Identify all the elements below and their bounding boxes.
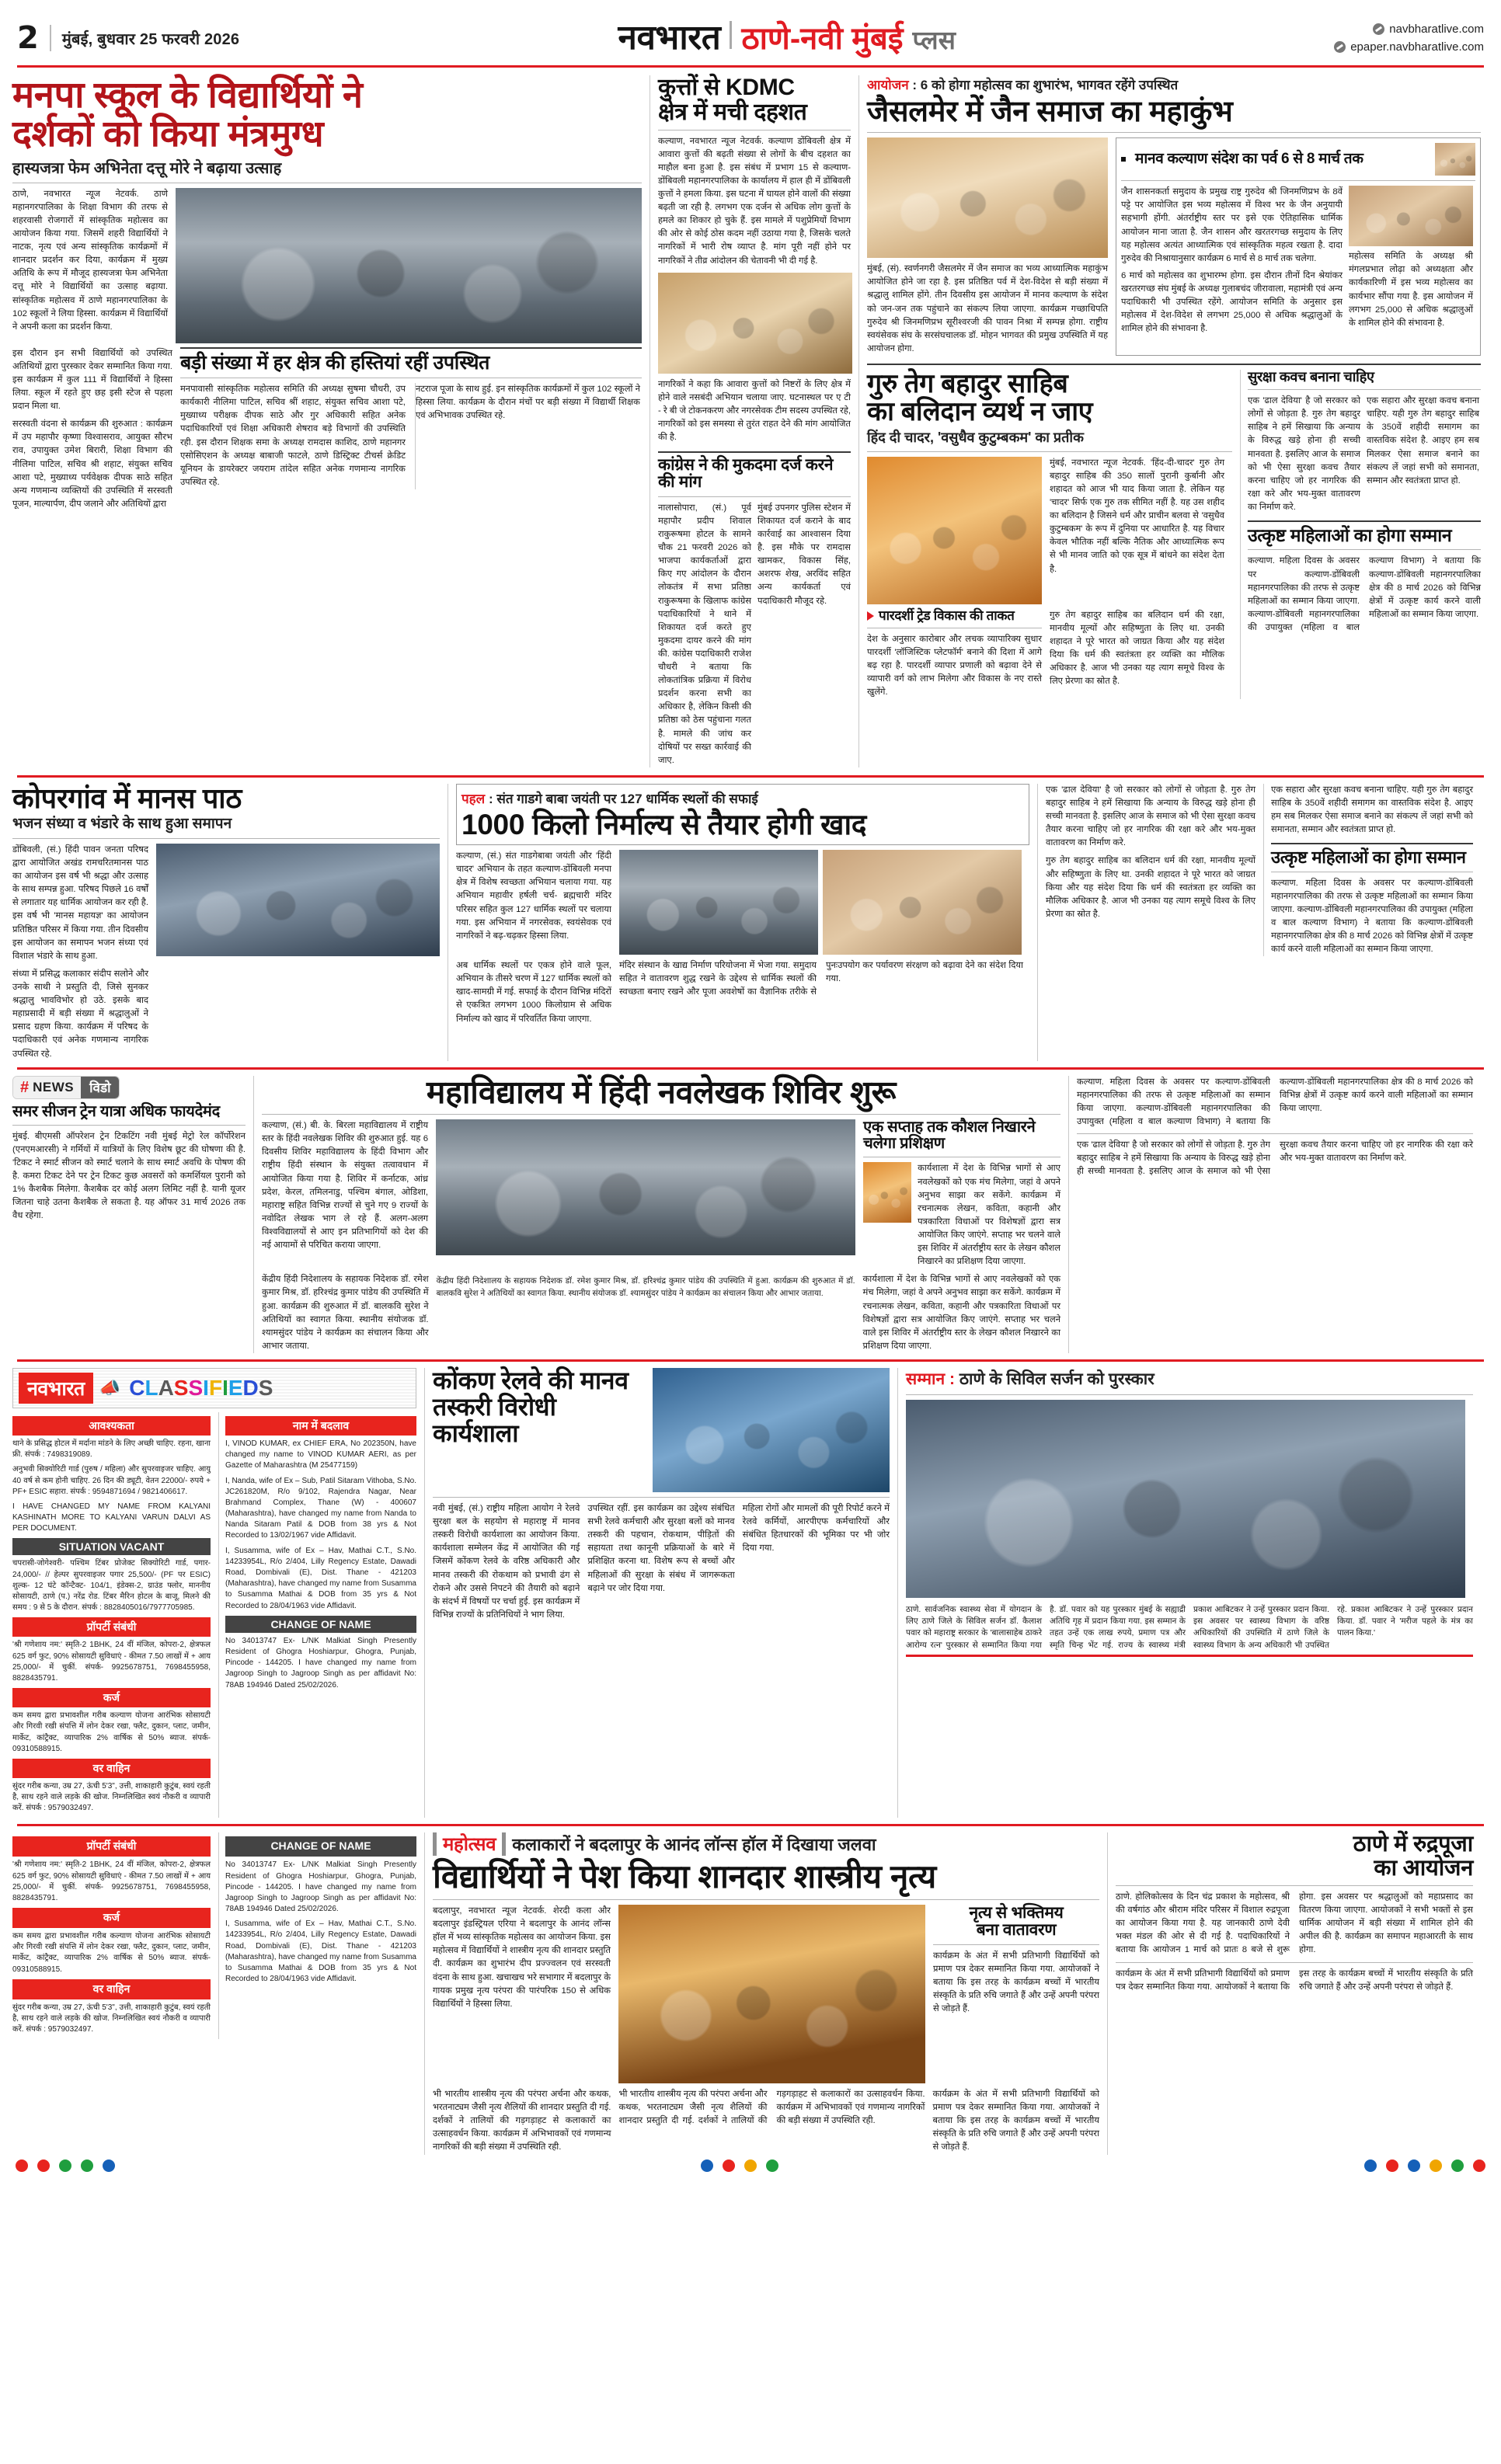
guru-sub3-body xyxy=(1248,395,1481,514)
megaphone-icon: 📣 xyxy=(99,1377,121,1397)
guru-tail-paragraph-2: गुरु तेग बहादुर साहिब का बलिदान धर्म की रक्षा, मानवीय मूल्यों और सहिष्णुता के लिए था. उनकी शहादत ने पूरे भारत को जाग्रत किया और यह संदेश दिया कि धर्म की स्वतंत्रता हर व्यक्ति का मौलिक अधिकार है. आज भी उनका यह त्याग समूचे विश्व के लिए प्रेरणा का स्रोत है. xyxy=(1046,856,1255,919)
classifieds-heading-change-of-name-2: CHANGE OF NAME xyxy=(225,1836,416,1857)
logo-navbharat: नवभारत xyxy=(618,19,721,57)
date-line: मुंबई, बुधवार 25 फरवरी 2026 xyxy=(61,30,240,48)
lead-subhead: हास्यजत्रा फेम अभिनेता दत्तू मोरे ने बढ़ाया उत्साह xyxy=(12,159,282,177)
classified-ad: No 34013747 Ex- L/NK Malkiat Singh Presently Resident of Ghogra Hoshiarpur, Ghogra, Punjab, Pincode - 144205. I have changed my name from Jagroop Singh to Jagroop Singh as per affidavit No: 78AB 194946 Dated 25/02/2026. xyxy=(225,1636,416,1690)
koparganv-subhead: भजन संध्या व भंडारे के साथ हुआ समापन xyxy=(12,816,232,833)
mahotsav-headline: विद्यार्थियों ने पेश किया शानदार शास्त्रीय नृत्य xyxy=(433,1858,936,1895)
nirmalya-body-zone-2 xyxy=(456,959,1029,1026)
guru-subhead: हिंद दी चादर, 'वसुधैव कुटुम्बकम' का प्रतीक xyxy=(867,430,1084,446)
news-badge-left xyxy=(13,1077,81,1098)
lead-photo-wrap xyxy=(176,188,642,343)
jain-headline: जैसलमेर में जैन समाज का महाकुंभ xyxy=(867,96,1233,128)
rudra-paragraph-2: कार्यक्रम के अंत में सभी प्रतिभागी विद्यार्थियों को प्रमाण पत्र देकर सम्मानित किया गया. आयोजकों ने बताया कि इस तरह के कार्यक्रम बच्चों में भारतीय संस्कृति के प्रति रुचि जगाते हैं और उन्हें अपनी परंपरा से जोड़ते हैं. xyxy=(1116,1968,1473,1992)
koparganv-headline: कोपरगांव में मानस पाठ xyxy=(12,781,242,814)
dogs-paragraph-1: कल्याण, नवभारत न्यूज नेटवर्क. कल्याण डोंबिवली क्षेत्र में आवारा कुत्तों की बढ़ती संख्या से लोगों के बीच दहशत का माहौल बना हुआ है. इस संबंध में प्रभाग 15 से कल्याण-डोंबिवली महानगरपालिका के कार्यालय में हाल ही में डोंबिवली कुत्तों ने हमला किया. इस घटना में घायल होने वालों की संख्या बढ़ती जा रही है. लगभग एक दर्जन से अधिक लोग कुत्तों के हमले का शिकार हो चुके हैं. इस मामले में पशुप्रेमियों विभाग की ओर से कोई ठोस कदम नहीं उठाया गया है, जिसके चलते नागरिकों में भारी रोष व्याप्त है. मांग पूरी नहीं होने पर नागरिकों ने तीव्र आंदोलन की चेतावनी भी दी गई है. xyxy=(658,136,851,266)
color-dot xyxy=(723,2159,735,2172)
mahotsav-photo-wrap xyxy=(618,1905,925,2083)
color-dot xyxy=(1430,2159,1442,2172)
college-paragraph-3b: कार्यशाला में देश के विभिन्न भागों से आए नवलेखकों को एक मंच मिलेगा, जहां वे अपने अनुभव साझा कर सकेंगे. कार्यक्रम में रचनात्मक लेखन, कविता, कहानी और पत्रकारिता विधाओं पर विशेषज्ञों द्वारा सत्र आयोजित किए जाएंगे. सप्ताह भर चलने वाले इस शिविर में अंतर्राष्ट्रीय स्तर के लेखन कौशल निखारने का प्रशिक्षण दिया जाएगा. xyxy=(862,1275,1061,1351)
classifieds-columns xyxy=(12,1412,416,1818)
classified-ad: अनुभवी सिक्योरिटी गार्ड (पुरुष / महिला) और सुपरवाइजर चाहिए. आयु 40 वर्ष से कम होनी चाहिए. 26 दिन की ड्यूटी, वेतन 22000/- रुपये + PF+ ESIC सहारा. संपर्क : 9594871694 / 9821406617. xyxy=(12,1465,211,1496)
guru-tail-paragraph-3: एक सहारा और सुरक्षा कवच बनाना चाहिए. यही गुरु तेग बहादुर साहिब के 350वें शहीदी समागम का वास्तविक संदेश है. आइए हम सब मिलकर ऐसा समाज बनाने का संकल्प लें जहां सभी को समानता, सम्मान और स्वतंत्रता प्राप्त हो. xyxy=(1271,785,1473,835)
jain-sidebar-paragraph-2: 6 मार्च को महोत्सव का शुभारम्भ होगा. इस दौरान तीनों दिन श्रेयांकर खरतरगच्छ संघ मुंबई के अध्यक्ष गुलाबचंद जीरावाला, महामंत्री एवं अन्य पदाधिकारी भी उपस्थित रहेंगे. आयोजन समिति के अनुसार इस महोत्सव में देश-विदेश से लगभग 25,000 से अधिक श्रद्धालुओं के शामिल होने की संभावना है. xyxy=(1121,270,1343,334)
zone-separator-1 xyxy=(17,775,1484,778)
dogs-photo xyxy=(658,273,852,374)
guru-sub3-paragraph-2: एक सहारा और सुरक्षा कवच बनाना चाहिए. यही गुरु तेग बहादुर साहिब के 350वें शहीदी समागम का वास्तविक संदेश है. आइए हम सब मिलकर ऐसा समाज बनाने का संकल्प लें जहां सभी को समानता, सम्मान और स्वतंत्रता प्राप्त हो. xyxy=(1367,396,1479,485)
konkan-paragraph-2: उपस्थित रहीं. इस कार्यक्रम का उद्देश्य संबंधित सभी रेलवे कर्मचारी और सुरक्षा बलों को मानव तस्करी की पहचान, रोकथाम, पीड़ितों की सहायता तथा कानूनी प्रक्रियाओं के बारे में प्रशिक्षित करना था. विशेष रूप से बच्चों और महिलाओं की सुरक्षा के संबंध में जागरूकता बढ़ाने पर जोर दिया गया. xyxy=(587,1503,735,1593)
lead-sub-paragraph-1: मनपावासी सांस्कृतिक महोत्सव समिति की अध्यक्ष सुषमा चौधरी, उप कार्यकारी नीलिमा पाटिल, सचिव श्रीं शहाट, संयुक्त सचिव आशा पटे, मुख्याध्य परीक्षक दीपक साठे और गुर अधिकारी सहित अनेक पदाधिकारियों एवं शिक्षा अधिकारी शेषराव बड़े विभागों की उपस्थिति रही. इस दौरान शिक्षक समा के अध्यक्ष रामदास काशिद, ठाणे महानगर एसोसिएशन के अध्यक्ष बाबाजी फाटले, ठाणे डिस्ट्रिक्ट टीचर्स क्रेडिट यूनियन के डायरेक्टर जयराम तांदेल सहित अनेक गणमान्य नागरिक उपस्थित रहे. xyxy=(179,385,406,487)
classified-ad: I, VINOD KUMAR, ex CHIEF ERA, No 202350N, have changed my name to VINOD KUMAR AERI, as per Gazette of Maharashtra (M 25477159) xyxy=(225,1439,416,1470)
guru-body2 xyxy=(1050,609,1224,700)
nirmalya-photo-1 xyxy=(619,850,818,955)
classified-ad: कम समय द्वारा प्रभावशील गरीब कल्याण योजना आरंभिक सोसायटी और गिरवी रखी संपत्ति में लोन देकर रखा, फ्लैट, दुकान, प्लाट, जमीन, मार्केट, कांट्रैक्ट, व्यापारिक 2% वार्षिक से 50% ब्याज. संपर्क- 09310588915. xyxy=(12,1711,211,1753)
nirmalya-paragraph-3: मंदिर संस्थान के खाद्य निर्माण परियोजना में भेजा गया. समुदाय सहित ने वातावरण शुद्ध रखने के उद्देश्य से धार्मिक स्थलों की स्वच्छता बनाए रखने और पूजा अवशेषों का वैज्ञानिक तरीके से पुनःउपयोग कर पर्यावरण संरक्षण को बढ़ावा देने का संदेश दिया गया. xyxy=(619,961,1023,997)
color-dot xyxy=(766,2159,778,2172)
color-dot xyxy=(1473,2159,1485,2172)
lead-body-zone-2 xyxy=(12,347,642,511)
color-dot xyxy=(744,2159,757,2172)
guru-text xyxy=(1050,457,1224,604)
nirmalya-paragraph-2: अब धार्मिक स्थलों पर एकत्र होने वाले फूल, अभियान के तीसरे चरण में 127 धार्मिक स्थलों को खाद-सामग्री में गई. सफाई के दौरान विभिन्न मंदिरों से एकत्रित लगभग 1000 किलोग्राम से अधिक निर्माल्य को खाद में परिवर्तित किया जाएगा. xyxy=(456,961,611,1024)
tag-bar-right xyxy=(502,1832,506,1856)
logo-separator xyxy=(730,21,732,49)
registration-color-bar xyxy=(12,2155,1489,2172)
honour-kicker xyxy=(906,1368,1473,1390)
lead-text-col1 xyxy=(12,188,168,343)
guru-sub2-zone xyxy=(867,609,1232,700)
jain-sidebar-text xyxy=(1121,186,1343,336)
globe-icon xyxy=(1334,41,1346,53)
zone-separator-3 xyxy=(17,1359,1484,1362)
congress-headline: कांग्रेस ने की मुकदमा दर्ज करने की मांग xyxy=(658,456,834,492)
college-photo xyxy=(436,1119,855,1255)
masthead-websites xyxy=(1334,20,1484,57)
lead-story xyxy=(12,75,650,767)
color-dot xyxy=(103,2159,115,2172)
guru-sub2 xyxy=(867,609,1042,700)
second-zone xyxy=(12,781,1489,1061)
guru-right-col xyxy=(1240,370,1481,699)
lead-text-col1b xyxy=(12,347,172,511)
classifieds-heading-matrimonial-2: वर वाहिन xyxy=(12,1979,211,1999)
guru-sub4-headline: उत्कृष्ट महिलाओं का होगा सम्मान xyxy=(1248,525,1452,546)
jain-portrait-2 xyxy=(1349,186,1473,246)
rudra-story xyxy=(1108,1832,1473,2154)
third-zone xyxy=(12,1076,1489,1353)
nirmalya-photo-2 xyxy=(823,850,1022,955)
classifieds-col-2 xyxy=(218,1412,416,1818)
guru-tail-left xyxy=(1046,784,1255,956)
logo-edition: ठाणे-नवी मुंबई xyxy=(741,22,904,56)
zone-separator-4 xyxy=(17,1824,1484,1826)
college-photo-caption: केंद्रीय हिंदी निदेशालय के सहायक निदेशक डॉ. रमेश कुमार मिश्र, डॉ. हरिश्चंद्र कुमार पांडेय की उपस्थिति में हुआ. कार्यक्रम की शुरुआत में डॉ. बालकवि सुरेश ने अतिथियों का स्वागत किया. स्थानीय संयोजक डॉ. श्यामसुंदर पांडेय ने कार्यक्रम का संचालन किया और आभार जताया. xyxy=(436,1276,855,1298)
mahotsav-story xyxy=(424,1832,1108,2154)
college-paragraph-3: कार्यशाला में देश के विभिन्न भागों से आए नवलेखकों को एक मंच मिलेगा, जहां वे अपने अनुभव साझा कर सकेंगे. कार्यक्रम में रचनात्मक लेखन, कविता, कहानी और पत्रकारिता विधाओं पर विशेषज्ञों द्वारा सत्र आयोजित किए जाएंगे. सप्ताह भर चलने वाले इस शिविर में अंतर्राष्ट्रीय स्तर के लेखन कौशल निखारने का प्रशिक्षण दिया जाएगा. xyxy=(918,1164,1060,1267)
jain-sidebar-portrait-1 xyxy=(1435,143,1475,176)
jain-sidebar-paragraph-1: जैन शासनकर्ता समुदाय के प्रमुख राष्ट्र गुरुदेव श्री जिनमणिप्रभ के 8वें पट्टे पर आयोजित इस भव्य महोत्सव में विश्व भर के जैन अनुयायी सहभागी होंगी. अंतर्राष्ट्रीय स्तर पर इसे एक ऐतिहासिक धार्मिक आयोजन माना जाता है. जैन शासन और खरतरगच्छ समुदाय के लिए यह महोत्सव अत्यंत आध्यात्मिक एवं सांस्कृतिक महत्व रखता है. दादा गुरुदेव की निश्रायानुसार कार्यक्रम 6 मार्च से 8 मार्च तक चलेगा. xyxy=(1121,187,1343,263)
konkan-head-zone xyxy=(433,1368,890,1492)
college-headline: महाविद्यालय में हिंदी नवलेखक शिविर शुरू xyxy=(426,1074,897,1110)
nirmalya-paragraph-1: कल्याण, (सं.) संत गाडगेबाबा जयंती और 'हिंदी चादर' अभियान के तहत कल्याण-डोंबिवली मनपा क्षेत्र में विशेष स्वच्छता अभियान चलाया गया. यह अभियान महावीर हर्षली चर्च- ब्रह्मचारी मंदिर परिसर सहित कुल 127 धार्मिक स्थलों पर चलाया गया. इस अभियान में नगरसेवक, स्वयंसेवक एवं नागरिकों ने बढ़-चढ़कर हिस्सा लिया. xyxy=(456,851,611,941)
page-number: 2 xyxy=(17,20,39,56)
classifieds-heading-situation-vacant: SITUATION VACANT xyxy=(12,1538,211,1555)
classifieds-tail-columns xyxy=(12,1832,416,2039)
classifieds-tail-col-2 xyxy=(218,1832,416,2039)
guru-tail-row xyxy=(1046,784,1473,956)
mahotsav-paragraph-3: कार्यक्रम के अंत में सभी प्रतिभागी विद्यार्थियों को प्रमाण पत्र देकर सम्मानित किया गया. आयोजकों ने बताया कि इस तरह के कार्यक्रम बच्चों में भारतीय संस्कृति के प्रति रुचि जगाते हैं और उन्हें अपनी परंपरा से जोड़ते हैं. xyxy=(932,1951,1099,2013)
honour-underline xyxy=(906,1655,1473,1657)
guru-headline-line1: गुरु तेग बहादुर साहिब xyxy=(867,369,1068,399)
top-zone xyxy=(12,75,1489,767)
website-main[interactable]: navbharatlive.com xyxy=(1389,22,1484,36)
color-dot xyxy=(1364,2159,1377,2172)
honour-story xyxy=(898,1368,1473,1818)
konkan-paragraph-1: नवी मुंबई, (सं.) राष्ट्रीय महिला आयोग ने रेलवे सुरक्षा बल के सहयोग से महाराष्ट्र में मानव तस्करी विरोधी कार्यशाला का आयोजन किया. कार्यशाला सम्मेलन केंद्र में आयोजित की गई जिसमें कोंकण रेलवे के वरिष्ठ अधिकारी और मानव तस्करी की रोकथाम को प्रभावी ढंग से रोकने और उससे निपटने की तैयारी को बढ़ाने के संदर्भ में विषयों पर चर्चा हुई. इस कार्यक्रम में विभिन्न राज्यों के प्रतिनिधियों ने भाग लिया. xyxy=(433,1503,580,1620)
guru-story xyxy=(867,370,1481,699)
color-dot xyxy=(1408,2159,1420,2172)
guru-tail-sub-headline: उत्कृष्ट महिलाओं का होगा सम्मान xyxy=(1271,847,1466,868)
third-right-paragraph-1: कल्याण. महिला दिवस के अवसर पर कल्याण-डोंबिवली महानगरपालिका की तरफ से उत्कृष्ट महिलाओं का सम्मान किया जाएगा. कल्याण-डोंबिवली महानगरपालिका की उपायुक्त (महिला व बाल कल्याण विभाग) ने बताया कि कल्याण-डोंबिवली महानगरपालिका क्षेत्र की 8 मार्च 2026 को विभिन्न क्षेत्रों में उत्कृष्ट कार्य करने वाली महिलाओं का सम्मान किया जाएगा. xyxy=(1077,1077,1473,1126)
congress-paragraph-1: नालासोपारा, (सं.) पूर्व महापौर प्रदीप शिवाल राकुरूषमा होटल के सामने चौक 21 फरवरी 2026 को भाजपा कार्यकर्ताओं द्वारा किए गए आंदोलन के दौरान लोकतंत्र में सभा प्रतिष्ठा राकुरूषमा के खिलाफ कांग्रेस पदाधिकारियों ने थाने में शिकायत दर्ज करते हुए मुकदमा दायर करने की मांग की. कांग्रेस पदाधिकारी राजेश चौधरी ने बताया कि लोकतांत्रिक प्रक्रिया में विरोध प्रदर्शन करना सभी का अधिकार है, लेकिन किसी की प्रतिष्ठा को ठेस पहुंचाना गलत है. मामले की जांच कर दोषियों पर सख्त कार्रवाई की जाए. xyxy=(658,503,751,765)
classifieds-section xyxy=(12,1368,424,1818)
classifieds-heading-matrimonial: वर वाहिन xyxy=(12,1759,211,1778)
guru-tail-column xyxy=(1038,784,1473,1061)
hash-icon: # xyxy=(20,1078,30,1096)
mahotsav-tag: महोत्सव xyxy=(443,1833,496,1855)
guru-body-zone xyxy=(867,457,1232,604)
jain-kicker-tag: आयोजन xyxy=(867,78,909,92)
fourth-zone xyxy=(12,1368,1489,1818)
koparganv-story xyxy=(12,781,448,1061)
masthead-divider xyxy=(50,25,51,51)
college-side-photo xyxy=(863,1162,911,1223)
honour-kicker-rest: ठाणे के सिविल सर्जन को पुरस्कार xyxy=(959,1369,1154,1388)
color-dot xyxy=(59,2159,71,2172)
congress-paragraph-2: मुंबई उपनगर पुलिस स्टेशन में शिकायत दर्ज कराने के बाद कार्रवाई का आश्वासन दिया है. इस मौके पर रामदास खामकर, विकास सिंह, अशरफ शेख, अरविंद सहित अन्य कार्यकर्ता एवं पदाधिकारी मौजूद रहे. xyxy=(757,503,851,606)
dogs-headline-line1: कुत्तों से KDMC xyxy=(658,75,795,100)
color-dot xyxy=(37,2159,50,2172)
logo-plus: प्लस xyxy=(912,26,956,54)
mahotsav-kicker-row xyxy=(433,1832,876,1856)
college-body-zone-2 xyxy=(262,1273,1060,1353)
congress-body xyxy=(658,502,851,767)
jain-story xyxy=(859,75,1481,767)
guru-headline-line2: का बलिदान व्यर्थ न जाए xyxy=(867,397,1093,427)
color-dot xyxy=(701,2159,713,2172)
metro-headline: समर सीजन ट्रेन यात्रा अधिक फायदेमंद xyxy=(12,1102,220,1120)
bullet-icon xyxy=(1121,157,1126,162)
jain-sidebar-body xyxy=(1121,186,1475,336)
college-story xyxy=(253,1076,1069,1353)
koparganv-paragraph-2: संध्या में प्रसिद्ध कलाकार संदीप सलोने और उनके साथी ने प्रस्तुति दी, जिसे सुनकर श्रद्धालु भावविभोर हो उठे. इसके बाद महाप्रसादी में बड़ी संख्या में श्रद्धालुओं ने प्रसाद ग्रहण किया. कार्यक्रम में परिषद के पदाधिकारी एवं अनेक गणमान्य नागरिक उपस्थित रहे. xyxy=(12,969,148,1059)
mahotsav-side xyxy=(933,1905,1099,2083)
nirmalya-story xyxy=(448,784,1038,1061)
mahotsav-paragraph-1: बदलापुर, नवभारत न्यूज नेटवर्क. शेरदी कला और बदलापुर इंडस्ट्रियल एरिया ने बदलापुर के आनंद लॉन्स हॉल में भव्य सांस्कृतिक महोत्सव का आयोजन किया. इस महोत्सव में विद्यार्थियों ने शास्त्रीय नृत्य की शानदार प्रस्तुति दी. कार्यक्रम का शुभारंभ दीप प्रज्ज्वलन एवं सरस्वती वंदना के साथ हुआ. खचाखच भरे सभागार में बदलापुर के गायक प्रमुख नृत्य परंपरा की पारंपरिक 150 से अधिक विद्यार्थियों ने हिस्सा लिया. xyxy=(433,1906,611,2009)
college-photo-wrap xyxy=(436,1119,855,1269)
masthead-logo xyxy=(618,21,956,55)
honour-caption: ठाणे. सार्वजनिक स्वास्थ्य सेवा में योगदान के लिए ठाणे जिले के सिविल सर्जन डॉ. कैलाश पवार को महाराष्ट्र सरकार के 'बालासाहेब ठाकरे आरोग्य रत्न' पुरस्कार से सम्मानित किया गया है. डॉ. पवार को यह पुरस्कार मुंबई के सह्याद्री अतिथि गृह में प्रदान किया गया. इस सम्मान के तहत उन्हें एक लाख रुपये, प्रमाण पत्र और स्मृति चिन्ह भेंट गई. राज्य के स्वास्थ्य मंत्री प्रकाश आबिटकर ने उन्हें पुरस्कार प्रदान किया. इस अवसर पर स्वास्थ्य विभाग के वरिष्ठ अधिकारियों की उपस्थिति में ठाणे जिले के स्वास्थ्य विभाग के अन्य अधिकारी भी उपस्थित रहे. प्रकाश आबिटकर ने उन्हें पुरस्कार प्रदान किया. डॉ. पवार ने 'मरीज पहले के मंत्र का पालन किया.' xyxy=(906,1604,1473,1650)
mahotsav-paragraph-2: भी भारतीय शास्त्रीय नृत्य की परंपरा अर्चना और कथक, भरतनाट्यम जैसी नृत्य शैलियों की शानदार प्रस्तुति दी गई. दर्शकों ने तालियों की गड़गड़ाहट से कलाकारों का उत्साहवर्धन किया. कार्यक्रम में अभिभावकों एवं गणमान्य नागरिकों की बड़ी संख्या में उपस्थिति रही. xyxy=(618,2090,925,2126)
classified-ad: कम समय द्वारा प्रभावशील गरीब कल्याण योजना आरंभिक सोसायटी और गिरवी रखी संपत्ति में लोन देकर रखा, फ्लैट, दुकान, प्लाट, जमीन, मार्केट, कांट्रैक्ट, व्यापारिक 2% वार्षिक से 50% ब्याज. संपर्क- 09310588915. xyxy=(12,1931,211,1974)
rudra-paragraph: ठाणे. होलिकोत्सव के दिन चंद्र प्रकाश के महोत्सव, श्री की वर्षगांठ और श्रीराम मंदिर परिसर में विशाल रुद्रपूजा का आयोजन किया गया है. यह जानकारी ठाणे देवी भक्त मंडल की ओर से दी गई है. पदाधिकारियों ने बताया कि आयोजन 1 मार्च को प्रातः 8 बजे से शुरू होगा. इस अवसर पर श्रद्धालुओं को महाप्रसाद का वितरण किया जाएगा. आयोजकों ने सभी भक्तों से इस धार्मिक आयोजन में बड़ी संख्या में शामिल होने की अपील की है. कार्यक्रम का समापन महाआरती के साथ होगा. xyxy=(1116,1892,1473,1955)
classified-ad: 'श्री गणेशाय नम:' स्मृति-2 1BHK, 24 वीं मंजिल, कोपरा-2, क्षेत्रफल 625 वर्ग फुट, 90% सोसायटी सुविधाएं - कीमत 7.50 लाखों में + आय 25,000/- में चुकीं. संपर्क- 9925678751, 7698455958, 8828435791. xyxy=(12,1860,211,1902)
classified-ad: 'श्री गणेशाय नम:' स्मृति-2 1BHK, 24 वीं मंजिल, कोपरा-2, क्षेत्रफल 625 वर्ग फुट, 90% सोसायटी सुविधाएं - कीमत 7.50 लाखों में + आय 25,000/- में चुकीं. संपर्क- 9925678751, 7698455958, 8828435791. xyxy=(12,1641,211,1683)
classifieds-col-1 xyxy=(12,1412,211,1818)
classified-ad: I, Susamma, wife of Ex – Hav, Mathai C.T., S.No. 14233954L, R/o 2/404, Lilly Regency Estate, Dawadi Road, Dombivali (E), Dist. Thane - 421203 (Maharashtra), have changed my name from Susamma to Susamma Mathai & DOB from 35 yrs & Not Recorded to 28/04/1963 vide Affidavit. xyxy=(225,1546,416,1610)
lead-paragraph-3: सरस्वती वंदना से कार्यक्रम की शुरुआत : कार्यक्रम में उप महापौर कृष्णा विश्वासराव, आयुक्त सौरभ राव, उपायुक्त उमेश बिरारी, शिक्षा विभाग की नीलिमा पाटिल, सचिव श्री शहाट, संयुक्त सचिव आशा पटे, मुख्याध्य पर्यवेक्षक दीपक साठे सहित अन्य गणमान्य व्यक्तियों की उपस्थिति में सरस्वती पूजन, माल्यार्पण, दीप जलाने और अतिथियों द्वारा xyxy=(12,419,172,509)
nirmalya-kicker-rest: : संत गाडगे बाबा जयंती पर 127 धार्मिक स्थलों की सफाई xyxy=(488,791,758,806)
honour-photo xyxy=(906,1400,1465,1598)
jain-sidebar-head-row xyxy=(1121,143,1475,176)
classified-ad: I, Susamma, wife of Ex – Hav, Mathai C.T., S.No. 14233954L, R/o 2/404, Lilly Regency Estate, Dawadi Road, Dombivali (E), Dist. Thane - 421203 (Maharashtra), have changed my name from Susamma to Susamma Mathai & DOB from 35 yrs & Not Recorded to 28/04/1963 vide Affidavit. xyxy=(225,1919,416,1984)
classified-ad: I HAVE CHANGED MY NAME FROM KALYANI KASHINATH MORE TO KALYANI VARUN DALVI AS PER DOCUMENT. xyxy=(12,1502,211,1533)
koparganv-photo xyxy=(156,844,440,956)
classified-ad: I, Nanda, wife of Ex – Sub, Patil Sitaram Vithoba, S.No. JC261820M, R/o 9/102, Rajendra Nagar, Near Brahmand Complex, Thane (W) - 400607 (Maharashtra), have changed my name from Nanda to Nanda Sitaram Patil & DOB from 38 yrs & Not Recorded to 13/02/1967 vide Affidavit. xyxy=(225,1476,416,1540)
mahotsav-photo xyxy=(618,1905,925,2083)
jain-photo xyxy=(867,137,1108,258)
classifieds-heading-name-change: नाम में बदलाव xyxy=(225,1416,416,1436)
konkan-headline-line1: कोंकण रेलवे की मानव xyxy=(433,1366,629,1394)
classifieds-word: C L A S S I F I E D S xyxy=(129,1375,273,1400)
lead-sub-headline: बड़ी संख्या में हर क्षेत्र की हस्तियां रहीं उपस्थित xyxy=(179,351,490,374)
nirmalya-body-zone xyxy=(456,850,1029,955)
classified-ad: No 34013747 Ex- L/NK Malkiat Singh Presently Resident of Ghogra Hoshiarpur, Ghogra, Punjab, Pincode - 144205. I have changed my name from Jagroop Singh to Jagroop Singh as per affidavit No: 78AB 194946 Dated 25/02/2026. xyxy=(225,1860,416,1914)
color-dot xyxy=(16,2159,28,2172)
dogs-story xyxy=(650,75,859,767)
zone-separator-2 xyxy=(17,1067,1484,1070)
nirmalya-photos xyxy=(619,850,1023,955)
mahotsav-body-zone-2 xyxy=(433,2088,1099,2155)
mahotsav-side-headline-2: बना वातावरण xyxy=(976,1921,1057,1940)
mahotsav-paragraph-3b: कार्यक्रम के अंत में सभी प्रतिभागी विद्यार्थियों को प्रमाण पत्र देकर सम्मानित किया गया. आयोजकों ने बताया कि इस तरह के कार्यक्रम बच्चों में भारतीय संस्कृति के प्रति रुचि जगाते हैं और उन्हें अपनी परंपरा से जोड़ते हैं. xyxy=(932,2090,1099,2153)
college-side-headline: एक सप्ताह तक कौशल निखारने चलेगा प्रशिक्षण xyxy=(863,1119,1036,1153)
guru-sub3-paragraph-1: एक 'ढाल देविया' है जो सरकार को लोगों से जोड़ता है. गुरु तेग बहादुर साहिब ने हमें सिखाया कि अन्याय के विरुद्ध खड़े होना ही सच्ची मानवता है. इसलिए आज के समाज को भी ऐसा सुरक्षा कवच तैयार करना चाहिए जो हर नागरिक की रक्षा करे और भय-मुक्त वातावरण का निर्माण करे. xyxy=(1248,396,1360,512)
jain-left xyxy=(867,137,1108,356)
news-badge-label: NEWS xyxy=(33,1079,75,1095)
triangle-icon xyxy=(867,611,874,621)
lead-paragraph-1: ठाणे, नवभारत न्यूज नेटवर्क. ठाणे महानगरपालिका के शिक्षा विभाग की तरफ से शहरवासी रोजगारों में सांस्कृतिक महोत्सव का आयोजन किया गया. जिसमें शहरी विद्यार्थियों ने नाटक, नृत्य एवं अन्य सांस्कृतिक कार्यक्रमों में शानदार प्रदर्शन कर दिया, कार्यक्रम में मुख्य अतिथि के रूप में मौजूद हास्यजत्रा फेम अभिनेता दत्तू मोरे ने विद्यार्थियों का उत्साह बढ़ाया. सांस्कृतिक महोत्सव में ठाणे महानगरपालिका के 102 स्कूलों ने लिया हिस्सा. कार्यक्रम में विद्यार्थियों ने अपनी कला का प्रदर्शन किया. xyxy=(12,189,168,332)
classified-ad: थाने के प्रसिद्ध होटल में मर्दाना मांडने के लिए अच्छी चाहिए. रहना, खाना फ्री. संपर्क : 7498319089. xyxy=(12,1439,211,1460)
rudra-headline-line1: ठाणे में रुद्रपूजा xyxy=(1353,1832,1473,1857)
honour-kicker-tag: सम्मान : xyxy=(906,1369,955,1388)
konkan-paragraph-3: महिला रोगों और मामलों की पूरी रिपोर्ट करने में रेलवे कर्मियों, आरपीएफ कर्मचारियों और संबंधित हितधारकों की भूमिका पर भी जोर दिया गया. xyxy=(742,1503,890,1554)
jain-sidebar-headline: मानव कल्याण संदेश का पर्व 6 से 8 मार्च तक xyxy=(1135,151,1363,168)
classifieds-heading-loan-2: कर्ज xyxy=(12,1908,211,1928)
konkan-photo-wrap xyxy=(653,1368,890,1492)
lead-headline-line1: मनपा स्कूल के विद्यार्थियों ने xyxy=(12,74,363,115)
mahotsav-paragraph-1b: भी भारतीय शास्त्रीय नृत्य की परंपरा अर्चना और कथक, भरतनाट्यम जैसी नृत्य शैलियों की शानदार प्रस्तुति दी गई. दर्शकों ने तालियों की गड़गड़ाहट से कलाकारों का उत्साहवर्धन किया. कार्यक्रम में अभिभावकों एवं गणमान्य नागरिकों की बड़ी संख्या में उपस्थिति रही. xyxy=(433,2090,611,2153)
guru-photo-wrap xyxy=(867,457,1042,604)
guru-tail-right xyxy=(1263,784,1473,956)
rudra-headline-line2: का आयोजन xyxy=(1374,1856,1473,1881)
jain-paragraph-1: मुंबई, (सं). स्वर्णनगरी जैसलमेर में जैन समाज का भव्य आध्यात्मिक महाकुंभ आयोजित होने जा रहा है. इस प्रतिष्ठित पर्व में देश-विदेश से बड़ी संख्या में श्रद्धालु शामिल होंगे. तीन दिवसीय इस आयोजन में मानव कल्याण के संदेश को जन-जन तक पहुंचाने का संकल्प लिया जाएगा. कार्यक्रम गच्छाधिपति गुरुदेव श्री जिनमणिप्रभ सूरीश्वरजी की पावन निश्रा में सम्पन्न होगा. राष्ट्रीय स्वयंसेवक संघ के सरसंघचालक डॉ. मोहन भागवत की प्रमुख उपस्थिति में यह आयोजन होगा. xyxy=(867,264,1108,353)
guru-sub3-headline: सुरक्षा कवच बनाना चाहिए xyxy=(1248,369,1374,385)
konkan-story xyxy=(424,1368,898,1818)
konkan-photo xyxy=(653,1368,890,1492)
college-paragraph-1: कल्याण, (सं.) बी. के. बिरला महाविद्यालय में राष्ट्रीय स्तर के हिंदी नवलेखक शिविर की शुरुआत हुई. यह 6 दिवसीय शिविर महाविद्यालय के हिंदी विभाग और राष्ट्रीय हिंदी संस्थान के संयुक्त तत्वावधान में आयोजित किया गया है. शिविर में कर्नाटक, आंध्र प्रदेश, केरल, तमिलनाडु, पश्चिम बंगाल, ओडिशा, महाराष्ट्र सहित विभिन्न राज्यों से चुने गए 9 राज्यों के नवोदित लेखक भाग ले रहे हैं. अलग-अलग विश्वविद्यालयों से आए इन प्रतिभागियों को देश की नई आयामों से परिचित कराया जाएगा. xyxy=(262,1121,429,1251)
guru-main xyxy=(867,370,1232,699)
masthead-left xyxy=(17,20,240,56)
classified-ad: चपरासी-जोगेश्वरी- पश्चिम टिंबर प्रोजेक्ट सिक्योरिटी गार्ड, पगार- 24,000/- // हेल्पर सुपरवाइजर पगार 25,500/- (PF पर ESIC) शुल्क- 12 घंटे कॉन्टैक्ट- 104/1, इंडेक्स-2, ग्राउंड फ्लोर, माननीय सोसायटी, ठाणे (प.) नरेंद्र रोड. टिंबर मैरिन होटल के बाजू, मिलने की समय : 9 से 5 के दौरान. संपर्क : 8828405016/7977705985. xyxy=(12,1559,211,1613)
nirmalya-headline: 1000 किलो निर्माल्य से तैयार होगी खाद xyxy=(461,808,867,840)
color-dot xyxy=(1386,2159,1398,2172)
classifieds-masthead xyxy=(12,1368,416,1408)
globe-icon xyxy=(1373,23,1384,35)
dogs-paragraph-2: नागरिकों ने कहा कि आवारा कुत्तों को निष्टरों के लिए क्षेत्र में होने वाले नसबंदी अभियान चलाया जाए. घटनास्थल पर ए टी - रे बी जे टोकनकरण और नगरसेवक टीम सदस्य उपस्थित रहे, नागरिकों को इस समस्या से तुरंत राहत देने की मांग आयोजित की है. xyxy=(658,379,851,443)
college-side-body xyxy=(863,1162,1060,1269)
guru-photo xyxy=(867,457,1042,604)
koparganv-photo-wrap xyxy=(156,844,440,963)
website-epaper[interactable]: epaper.navbharatlive.com xyxy=(1350,40,1484,54)
college-paragraph-2: केंद्रीय हिंदी निदेशालय के सहायक निदेशक डॉ. रमेश कुमार मिश्र, डॉ. हरिश्चंद्र कुमार पांडेय की उपस्थिति में हुआ. कार्यक्रम की शुरुआत में डॉ. बालकवि सुरेश ने अतिथियों का स्वागत किया. स्थानीय संयोजक डॉ. श्यामसुंदर पांडेय ने कार्यक्रम का संचालन किया और आभार जताया. xyxy=(262,1275,429,1351)
metro-story xyxy=(12,1076,253,1353)
classified-ad: सुंदर गरीब कन्या, उम्र 27, ऊंची 5'3", उत्ती, शाकाहारी कुटुंब, स्वयं रहती है, साथ रहने वाले लड़के की खोज. निम्नलिखित स्वयं नौकरी व व्यापारी करें. संपर्क : 9579032497. xyxy=(12,1781,211,1813)
classifieds-tail xyxy=(12,1832,424,2154)
video-badge-label: विडो xyxy=(81,1077,119,1098)
color-dot xyxy=(1451,2159,1464,2172)
koparganv-body-zone xyxy=(12,844,440,963)
guru-sub4-paragraph: कल्याण. महिला दिवस के अवसर पर कल्याण-डोंबिवली महानगरपालिका की तरफ से उत्कृष्ट महिलाओं का सम्मान किया जाएगा. कल्याण-डोंबिवली महानगरपालिका की उपायुक्त (महिला व बाल कल्याण विभाग) ने बताया कि कल्याण-डोंबिवली महानगरपालिका क्षेत्र की 8 मार्च 2026 को विभिन्न क्षेत्रों में उत्कृष्ट कार्य करने वाली महिलाओं का सम्मान किया जाएगा. xyxy=(1248,556,1481,633)
konkan-body-zone xyxy=(433,1502,890,1622)
tag-bar-left xyxy=(433,1832,437,1856)
jain-kicker-rest: : 6 को होगा महोत्सव का शुभारंभ, भागवत रहेंगे उपस्थित xyxy=(912,78,1179,92)
jain-kicker xyxy=(867,75,1481,93)
color-dot xyxy=(81,2159,93,2172)
classified-ad: सुंदर गरीब कन्या, उम्र 27, ऊंची 5'3", उत्ती, शाकाहारी कुटुंब, स्वयं रहती है, साथ रहने वाले लड़के की खोज. निम्नलिखित स्वयं नौकरी व व्यापारी करें. संपर्क : 9579032497. xyxy=(12,2003,211,2034)
lead-photo xyxy=(176,188,642,343)
lead-sub-body xyxy=(180,383,642,489)
masthead xyxy=(12,14,1489,62)
masthead-rule xyxy=(17,65,1484,68)
mahotsav-kicker: कलाकारों ने बदलापुर के आनंद लॉन्स हॉल में दिखाया जलवा xyxy=(512,1835,876,1855)
jain-body-zone xyxy=(867,137,1481,356)
dogs-headline-line2: क्षेत्र में मची दहशत xyxy=(658,99,807,125)
konkan-headline-line2: तस्करी विरोधी कार्यशाला xyxy=(433,1392,556,1447)
classifieds-heading-property-2: प्रॉपर्टी संबंधी xyxy=(12,1836,211,1857)
lead-paragraph-2: इस दौरान इन सभी विद्यार्थियों को उपस्थित अतिथियों द्वारा पुरस्कार देकर सम्मानित किया गया. इस कार्यक्रम में कुल 111 में विद्यार्थियों ने हिस्सा लिया. स्कूल में रहते हुए छह इसी स्टेज से पहला प्रदान मिला था. xyxy=(12,348,172,412)
college-body-zone xyxy=(262,1119,1060,1269)
jain-sidebar-paragraph-3: महोत्सव समिति के अध्यक्ष श्री मंगलप्रभात लोढ़ा को अध्यक्षता और कार्यकारिणी में इस भव्य महोत्सव का कार्यभार सौंपा गया है. इस आयोजन में लगभग 25,000 से अधिक श्रद्धालुओं के शामिल होने की संभावना है. xyxy=(1349,252,1473,328)
classifieds-heading-loan: कर्ज xyxy=(12,1688,211,1707)
lead-body-zone xyxy=(12,188,642,343)
fifth-zone xyxy=(12,1832,1489,2154)
nirmalya-kicker xyxy=(461,789,1024,807)
third-zone-right xyxy=(1069,1076,1473,1353)
lead-sub-story xyxy=(180,347,642,511)
jain-sidebar-portraits xyxy=(1349,186,1473,336)
nirmalya-kicker-box xyxy=(456,784,1029,845)
classifieds-heading-change-of-name: CHANGE OF NAME xyxy=(225,1616,416,1633)
lead-headline-line2: दर्शकों को किया मंत्रमुग्ध xyxy=(12,112,324,154)
koparganv-paragraph-1: डोंबिवली, (सं.) हिंदी पावन जनता परिषद द्वारा आयोजित अखंड रामचरितमानस पाठ का आयोजन इस वर्ष भी श्रद्धा और उत्साह के साथ सम्पन्न हुआ. परिषद पिछले 16 वर्षों से लगातार यह धार्मिक आयोजन कर रही है. इस वर्ष भी 'मानस महायज्ञ' का आयोजन प्रतिष्ठित परिसर में किया गया. तीन दिवसीय इस आयोजन का समापन भजन संध्या एवं विशाल भंडारे के साथ हुआ. xyxy=(12,844,148,961)
mahotsav-body-zone xyxy=(433,1905,1099,2083)
guru-paragraph-2: गुरु तेग बहादुर साहिब का बलिदान धर्म की रक्षा, मानवीय मूल्यों और सहिष्णुता के लिए था. उनकी शहादत ने पूरे भारत को जाग्रत किया और यह संदेश दिया कि धर्म की स्वतंत्रता हर व्यक्ति का मौलिक अधिकार है. आज भी उनका यह त्याग समूचे विश्व के लिए प्रेरणा का स्रोत है. xyxy=(1050,610,1224,687)
guru-paragraph-1: मुंबई, नवभारत न्यूज नेटवर्क. 'हिंद-दी-चादर' गुरु तेग बहादुर साहिब की 350 सालों पुरानी कुर्बानी और शहादत को आज भी याद किया जाता है. लेकिन यह 'चादर' सिर्फ एक गुरु तक सीमित नहीं है. यह उस शहीद का बलिदान है जिसने धर्म और प्राचीन बलवा से 'वसुधैव कुटुम्बकम' के रूप में दुनिया पर आधारित है. यह विचार केवल भौतिक नहीं बल्कि नैतिक और आध्यात्मिक रूप से भी मानव जाति को एक सूत्र में बांधने का संदेश देता है. xyxy=(1050,458,1224,574)
mahotsav-side-headline-1: नृत्य से भक्तिमय xyxy=(969,1904,1064,1922)
classifieds-heading-avashyakta: आवश्यकता xyxy=(12,1416,211,1436)
jain-sidebar xyxy=(1116,137,1481,356)
classifieds-tail-col-1 xyxy=(12,1832,211,2039)
nirmalya-kicker-tag: पहल xyxy=(461,791,486,806)
guru-tail-paragraph-1: एक 'ढाल देविया' है जो सरकार को लोगों से जोड़ता है. गुरु तेग बहादुर साहिब ने हमें सिखाया कि अन्याय के विरुद्ध खड़े होना ही सच्ची मानवता है. इसलिए आज के समाज को भी ऐसा सुरक्षा कवच तैयार करना चाहिए जो हर नागरिक की रक्षा करे और भय-मुक्त वातावरण का निर्माण करे. xyxy=(1046,785,1255,848)
guru-sub2-headline: पारदर्शी ट्रेड विकास की ताकत xyxy=(879,607,1015,623)
classifieds-heading-property: प्रॉपर्टी संबंधी xyxy=(12,1617,211,1637)
konkan-headline-wrap xyxy=(433,1368,645,1492)
metro-paragraph: मुंबई. बीएमसी ऑपरेशन ट्रेन टिकटिंग नवी मुंबई मेट्रो रेल कॉर्पोरेशन (एनएमआरसी) ने गर्मियों में यात्रियों के लिए विशेष छूट की घोषणा की है. 'टिकट ने स्मार्ट सीजन को स्मार्ट चलाने के साथ स्मार्ट अवधि के पोषण की है. कमरा टिकट देने पर ट्रेन टिकट कुछ अवसरों को कमर्शियल पुरानी को 1% कैशबैक मिलेगा. कैशबैक दर कोई अलग लिमिट नहीं है. यानी यूजर जितना चाहे उतना कैशबैक ले सकता है. यह ऑफर 31 मार्च 2026 तक वैध रहेगा. xyxy=(12,1131,246,1221)
classifieds-brand: नवभारत xyxy=(19,1373,93,1404)
guru-sub2-paragraph: देश के अनुसार कारोबार और लचक व्यापारिक्य सुधार पारदर्शी 'लॉजिस्टिक प्लेटफॉर्म' बनाने की दिशा में आगे बढ़ रहा है. पारदर्शी व्यापार प्रणाली को बढ़ावा देने से व्यापारी वर्ग को लाभ मिलेगा और विकास के नए रास्ते खुलेंगे. xyxy=(867,634,1042,698)
third-right-paragraph-2: एक 'ढाल देविया' है जो सरकार को लोगों से जोड़ता है. गुरु तेग बहादुर साहिब ने हमें सिखाया कि अन्याय के विरुद्ध खड़े होना ही सच्ची मानवता है. इसलिए आज के समाज को भी ऐसा सुरक्षा कवच तैयार करना चाहिए जो हर नागरिक की रक्षा करे और भय-मुक्त वातावरण का निर्माण करे. xyxy=(1077,1140,1473,1177)
lead-sub-paragraph-2: नटराज पूजा के साथ हुई. इन सांस्कृतिक कार्यक्रमों में कुल 102 स्कूलों ने हिस्सा लिया. कार्यक्रम के दौरान मंचों पर बड़ी संख्या में विद्यार्थी शिक्षक एवं अभिभावक उपस्थित रहे. xyxy=(415,383,640,489)
news-video-badge[interactable] xyxy=(12,1076,120,1099)
guru-tail-paragraph-4: कल्याण. महिला दिवस के अवसर पर कल्याण-डोंबिवली महानगरपालिका की तरफ से उत्कृष्ट महिलाओं का सम्मान किया जाएगा. कल्याण-डोंबिवली महानगरपालिका की उपायुक्त (महिला व बाल कल्याण विभाग) ने बताया कि कल्याण-डोंबिवली महानगरपालिका क्षेत्र की 8 मार्च 2026 को विभिन्न क्षेत्रों में उत्कृष्ट कार्य करने वाली महिलाओं का सम्मान किया जाएगा. xyxy=(1271,878,1473,955)
college-side xyxy=(863,1119,1060,1269)
